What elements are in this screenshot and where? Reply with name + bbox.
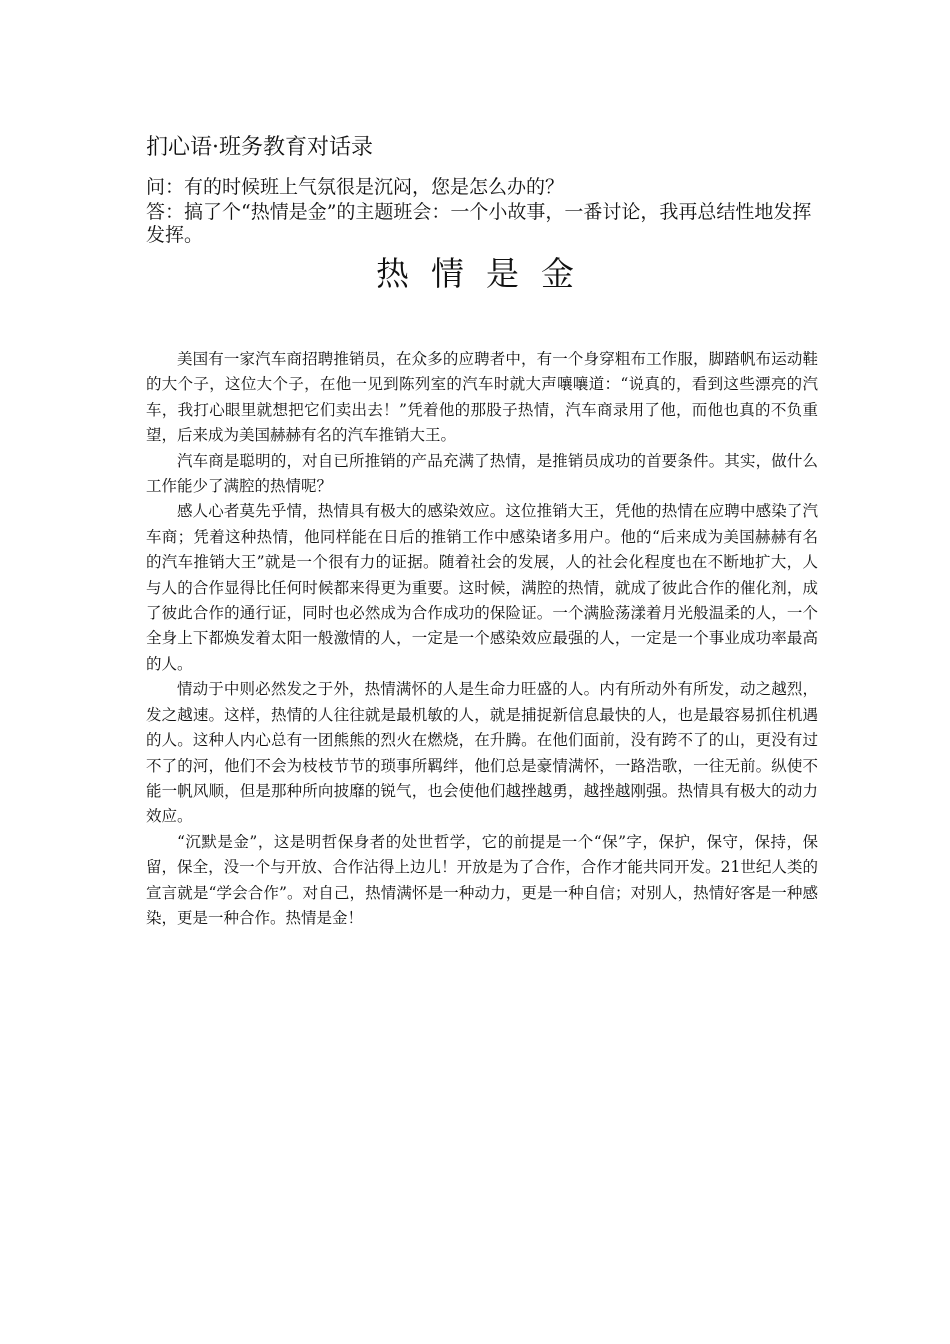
body-paragraph: 汽车商是聪明的，对自已所推销的产品充满了热情，是推销员成功的首要条件。其实，做什么工作能少了满腔的热情呢？	[146, 451, 818, 496]
body-paragraph: 情动于中则必然发之于外，热情满怀的人是生命力旺盛的人。内有所动外有所发，动之越烈，发之越速。这样，热情的人往往就是最机敏的人，就是捕捉新信息最快的人，也是最容易抓住机遇的人。这种人内心总有一团熊熊的烈火在燃烧，在升腾。在他们面前，没有跨不了的山，更没有过不了的河，他们不会为枝枝节节的琐事所羁绊，他们总是豪情满怀，一路浩歌，一往无前。纵使不能一帆风顺，但是那种所向披靡的锐气，也会使他们越挫越勇，越挫越刚强。热情具有极大的动力效应。	[146, 680, 818, 826]
series-title: 扪心语·班务教育对话录	[146, 135, 373, 160]
body-paragraph: “沉默是金”，这是明哲保身者的处世哲学，它的前提是一个“保”字，保护，保守，保持，保留，保全，没一个与开放、合作沾得上边儿！开放是为了合作，合作才能共同开发。21世纪人类的宣言就是“学会合作”。对自己，热情满怀是一种动力，更是一种自信；对别人，热情好客是一种感染，更是一种合作。热情是金！	[146, 832, 818, 927]
answer-text: 答：搞了个“热情是金”的主题班会：一个小故事，一番讨论，我再总结性地发挥发挥。	[146, 201, 812, 246]
article-title: 热情是金	[376, 254, 596, 293]
question-text: 问：有的时候班上气氛很是沉闷，您是怎么办的？	[146, 176, 565, 198]
body-paragraph: 美国有一家汽车商招聘推销员，在众多的应聘者中，有一个身穿粗布工作服，脚踏帆布运动鞋的大个子，这位大个子，在他一见到陈列室的汽车时就大声嚷嚷道：“说真的，看到这些漂亮的汽车，我打心眼里就想把它们卖出去！”凭着他的那股子热情，汽车商录用了他，而他也真的不负重望，后来成为美国赫赫有名的汽车推销大王。	[146, 350, 818, 445]
article-body	[146, 347, 818, 931]
body-paragraph: 感人心者莫先乎情，热情具有极大的感染效应。这位推销大王，凭他的热情在应聘中感染了汽车商；凭着这种热情，他同样能在日后的推销工作中感染诸多用户。他的“后来成为美国赫赫有名的汽车推销大王”就是一个很有力的证据。随着社会的发展，人的社会化程度也在不断地扩大，人与人的合作显得比任何时候都来得更为重要。这时候，满腔的热情，就成了彼此合作的催化剂，成了彼此合作的通行证，同时也必然成为合作成功的保险证。一个满脸荡漾着月光般温柔的人，一个全身上下都焕发着太阳一般激情的人，一定是一个感染效应最强的人，一定是一个事业成功率最高的人。	[146, 502, 818, 673]
